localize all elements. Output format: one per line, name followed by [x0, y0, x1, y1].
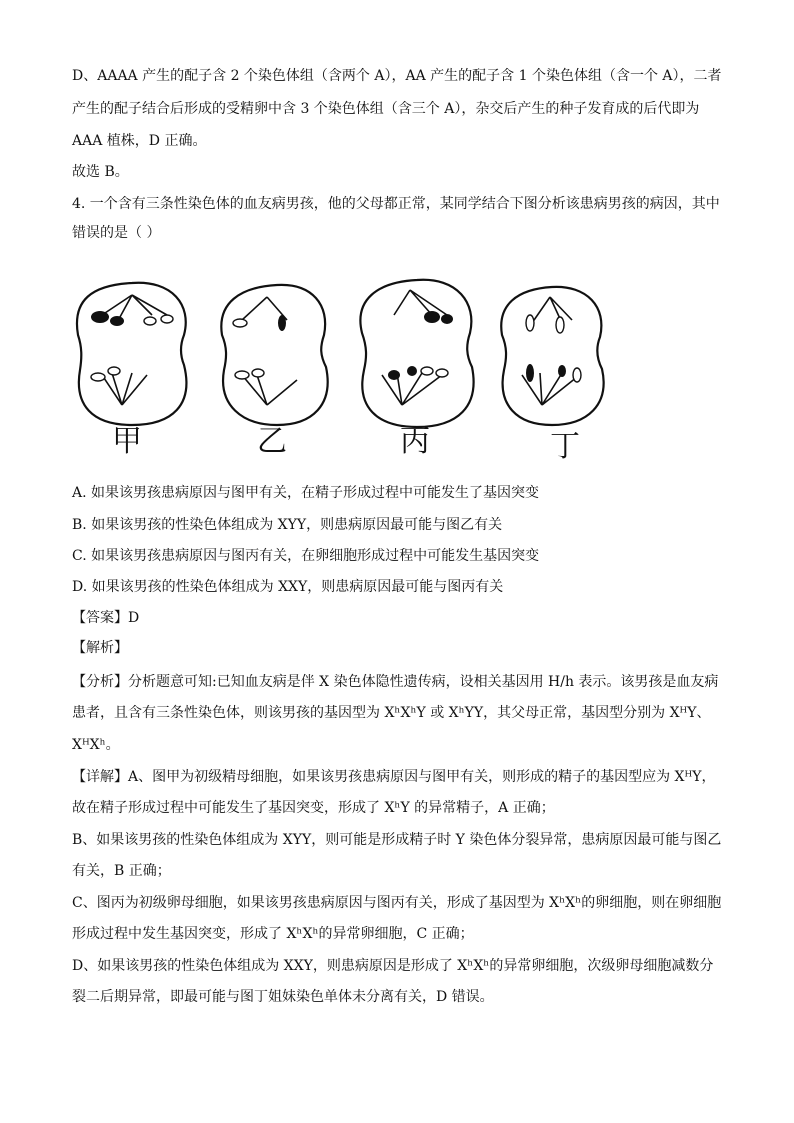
- option-c: C. 如果该男孩患病原因与图丙有关，在卵细胞形成过程中可能发生基因突变: [72, 548, 540, 564]
- analysis-line: 患者，且含有三条性染色体，则该男孩的基因型为 XʰXʰY 或 XʰYY，其父母正常，基因型分别为 XᴴY、: [72, 705, 711, 721]
- analysis-line: C、图丙为初级卵母细胞，如果该男孩患病原因与图丙有关，形成了基因型为 XʰXʰ的卵细胞，则在卵细胞: [72, 895, 722, 911]
- analysis-line: XᴴXʰ。: [72, 737, 120, 753]
- analysis-line: 故在精子形成过程中可能发生了基因突变，形成了 XʰY 的异常精子，A 正确；: [72, 800, 555, 816]
- text-line: 产生的配子结合后形成的受精卵中含 3 个染色体组（含三个 A），杂交后产生的种子发育成的后代即为: [72, 101, 700, 117]
- text-line: 故选 B。: [72, 164, 129, 180]
- figure-label-bing: 丙: [400, 424, 430, 459]
- analysis-line: 形成过程中发生基因突变，形成了 XʰXʰ的异常卵细胞，C 正确；: [72, 926, 474, 942]
- text-line: AAA 植株，D 正确。: [72, 133, 207, 149]
- analysis-line: D、如果该男孩的性染色体组成为 XXY，则患病原因是形成了 XʰXʰ的异常卵细胞，次级卵母细胞减数分: [72, 958, 714, 974]
- analysis-line: 有关，B 正确；: [72, 863, 171, 879]
- cell-diagrams: [72, 275, 632, 435]
- question-stem: 4. 一个含有三条性染色体的血友病男孩，他的父母都正常，某同学结合下图分析该患病男孩的病因，其中: [72, 196, 720, 212]
- cell-outline: [360, 280, 473, 427]
- option-a: A. 如果该男孩患病原因与图甲有关，在精子形成过程中可能发生了基因突变: [72, 485, 540, 501]
- figure-label-jia: 甲: [112, 424, 142, 459]
- analysis-line: B、如果该男孩的性染色体组成为 XYY，则可能是形成精子时 Y 染色体分裂异常，患病原因最可能与图乙: [72, 832, 722, 848]
- figure-label-ding: 丁: [550, 429, 580, 464]
- analysis-line: 【详解】A、图甲为初级精母细胞，如果该男孩患病原因与图甲有关，则形成的精子的基因型应为 XᴴY，: [72, 769, 716, 785]
- cell-outline: [77, 283, 186, 425]
- answer: 【答案】D: [72, 610, 140, 626]
- cell-outline: [501, 287, 603, 425]
- question-stem: 错误的是（ ）: [72, 225, 161, 241]
- option-d: D. 如果该男孩的性染色体组成为 XXY，则患病原因最可能与图丙有关: [72, 579, 504, 595]
- option-b: B. 如果该男孩的性染色体组成为 XYY，则患病原因最可能与图乙有关: [72, 517, 503, 533]
- analysis-heading: 【解析】: [72, 640, 128, 656]
- cell-division-figure: [72, 275, 632, 470]
- figure-label-yi: 乙: [257, 424, 287, 459]
- analysis-line: 裂二后期异常，即最可能与图丁姐妹染色单体未分离有关，D 错误。: [72, 989, 494, 1005]
- analysis-line: 【分析】分析题意可知:已知血友病是伴 X 染色体隐性遗传病，设相关基因用 H/h 表示。该男孩是血友病: [72, 674, 719, 690]
- text-line: D、AAAA 产生的配子含 2 个染色体组（含两个 A），AA 产生的配子含 1 个染色体组（含一个 A），二者: [72, 68, 722, 84]
